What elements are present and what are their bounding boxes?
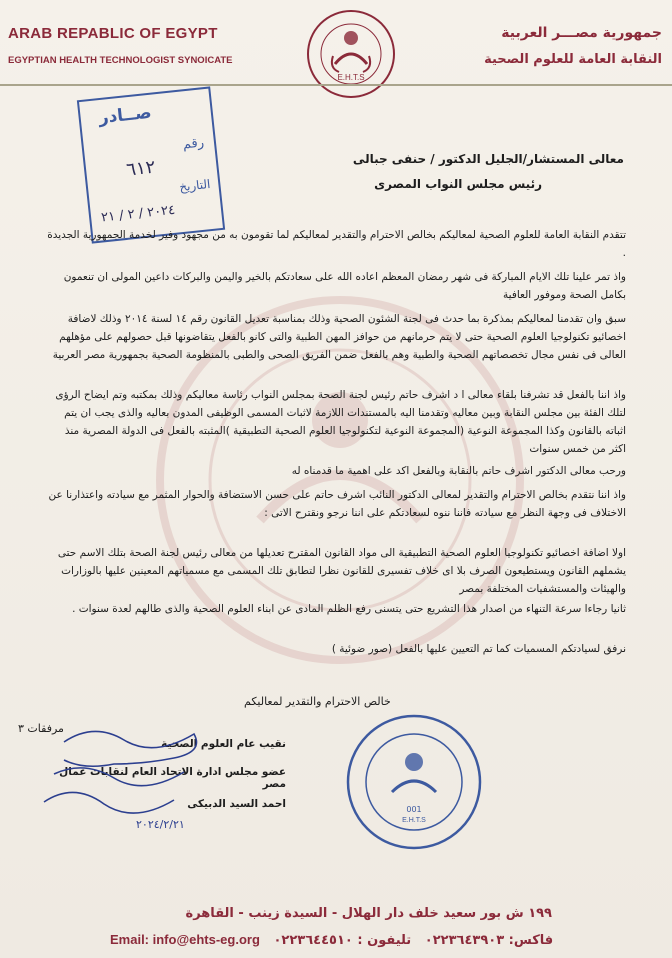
signatory-role: نقيب عام العلوم الصحية <box>161 738 286 750</box>
footer-fax: فاكس: ٠٢٢٣٦٤٣٩٠٣ <box>424 933 554 948</box>
attachments-count: مرفقات ٣ <box>18 722 64 735</box>
paragraph-8: ثانيا رجاءا سرعة التنهاء من اصدار هذا التشريع حتى يتسنى رفع الظلم المادى عن ابناء العلوم الصحية والذى طالهم لعدة سنوات . <box>72 603 626 615</box>
header-divider <box>0 84 672 86</box>
round-stamp-center: E.H.T.S <box>402 817 426 824</box>
signatory-name: احمد السيد الدبيكى <box>187 798 286 810</box>
stamp-number: ٦١٢ <box>125 156 157 181</box>
header-ar-title: جمهورية مصـــر العربية <box>501 25 662 41</box>
outgoing-stamp <box>77 86 225 243</box>
footer-address: ١٩٩ ش بور سعيد خلف دار الهلال - السيدة زينب - القاهرة <box>185 906 552 921</box>
paragraph-1: تتقدم النقابة العامة للعلوم الصحية لمعاليكم بخالص الاحترام والتقدير لمعاليكم لما تقومون به من مجهود وفير لخدمة الجمهورية الجديدة . <box>47 229 626 259</box>
signatory-role-2: عضو مجلس ادارة الاتحاد العام لنقابات عمال مصر <box>59 766 286 790</box>
closing: خالص الاحترام والتقدير لمعاليكم <box>244 695 391 708</box>
paragraph-7: اولا اضافة اخصائيو تكنولوجيا العلوم الصحية التطبيقية الى مواد القانون المقترح تعديلها من معالى رئيس لجنة الصحة بتلك الاسم حتى يشملهم القانون ويستطيعون الصرف بلا اى خلاف تفسيرى للقانون نظرا لتطابق تلك المسمى مع مسمياتهم المعينين عليها بالوزارات والهيئات والمستشفيات المختلفة بمصر <box>57 547 626 595</box>
stamp-label: صــادر <box>97 102 153 129</box>
header-en-title: ARAB REPABLIC OF EGYPT <box>8 25 218 42</box>
syndicate-logo <box>305 8 397 100</box>
paragraph-6: واذ اننا نتقدم بخالص الاحترام والتقدير لمعالى الدكتور النائب اشرف حاتم على حسن الاستضافة والحوار المثمر مع سيادته واعتذارنا عن الاختلاف فى وجهة النظر مع سيادته فاننا ننوه لسعادتكم على اننا نرجو ونقترح الاتى : <box>48 489 626 519</box>
paragraph-3: سبق وان تقدمنا لمعاليكم بمذكرة بما حدث فى لجنة الشئون الصحية وذلك بمناسبة تعديل القانون رقم ١٤ لسنة ٢٠١٤ وذلك لاضافة اخصائيو تكنولوجيا العلوم الصحية حتى لا يتم حرمانهم من حوافز المهن الطبية والتى كانو بالفعل يتقاضونها قبل حصولهم على مؤهلهم العالى فى نفس مجال تخصصاتهم الصحية والطبية وهم بالفعل ضمن الفريق الصحى والطبى بالمنظومة الصحية بجمهورية مصر العربية <box>52 313 626 361</box>
round-stamp-number: 001 <box>406 805 422 814</box>
round-stamp <box>344 712 484 852</box>
paragraph-9: نرفق لسيادتكم المسميات كما تم التعيين عليها بالفعل (صور ضوئية ) <box>331 643 626 655</box>
stamp-number-label: رقم <box>182 135 205 153</box>
footer-email: Email: info@ehts-eg.org <box>110 932 260 947</box>
stamp-date: ٢٠٢٤ / ٢ / ٢١ <box>100 202 176 226</box>
logo-center-text: E.H.T.S <box>337 73 365 82</box>
header-ar-subtitle: النقابة العامة للعلوم الصحية <box>484 52 662 67</box>
handwritten-signature <box>24 712 224 842</box>
footer-contact <box>110 932 553 948</box>
paragraph-4: واذ اننا بالفعل قد تشرفنا بلقاء معالى ا د اشرف حاتم رئيس لجنة الصحة بمجلس النواب رئاسة معاليكم وذلك بمكتبه وتم ايضاح الرؤى لتلك الفئة بين مجلس النقابة وبين معاليه وتقدمنا اليه بالمستندات اللازمة لاثبات المسمى الوظيفى المدون بعاليه والذى يجب ان يتم اثباته بالقانون وكذا المجموعة النوعية (المجموعة النوعية لتكنولوجيا العلوم الصحية التطبيقية )المثبته بالفعل فى الدولة المصرية منذ اكثر من خمس سنوات <box>55 389 626 455</box>
addressee: معالى المستشار/الجليل الدكتور / حنفى جبالى <box>352 152 624 166</box>
handwritten-date: ٢٠٢٤/٢/٢١ <box>136 818 185 831</box>
stamp-date-label: التاريخ <box>178 176 212 195</box>
paragraph-2: واذ تمر علينا تلك الايام المباركة فى شهر رمضان المعظم اعاده الله على سعادتكم بالخير واليمن والبركات داعين المولى ان تنعمون بكامل الصحة وموفور العافية <box>63 271 626 301</box>
addressee-subtitle: رئيس مجلس النواب المصرى <box>374 177 542 191</box>
header-en-subtitle: EGYPTIAN HEALTH TECHNOLOGIST SYNOICATE <box>8 55 233 66</box>
paragraph-5: ورحب معالى الدكتور اشرف حاتم بالنقابة وبالفعل اكد على اهمية ما قدمناه له <box>291 465 626 477</box>
footer-phone: تليفون : ٠٢٢٣٦٤٤٥١٠ <box>273 933 412 948</box>
